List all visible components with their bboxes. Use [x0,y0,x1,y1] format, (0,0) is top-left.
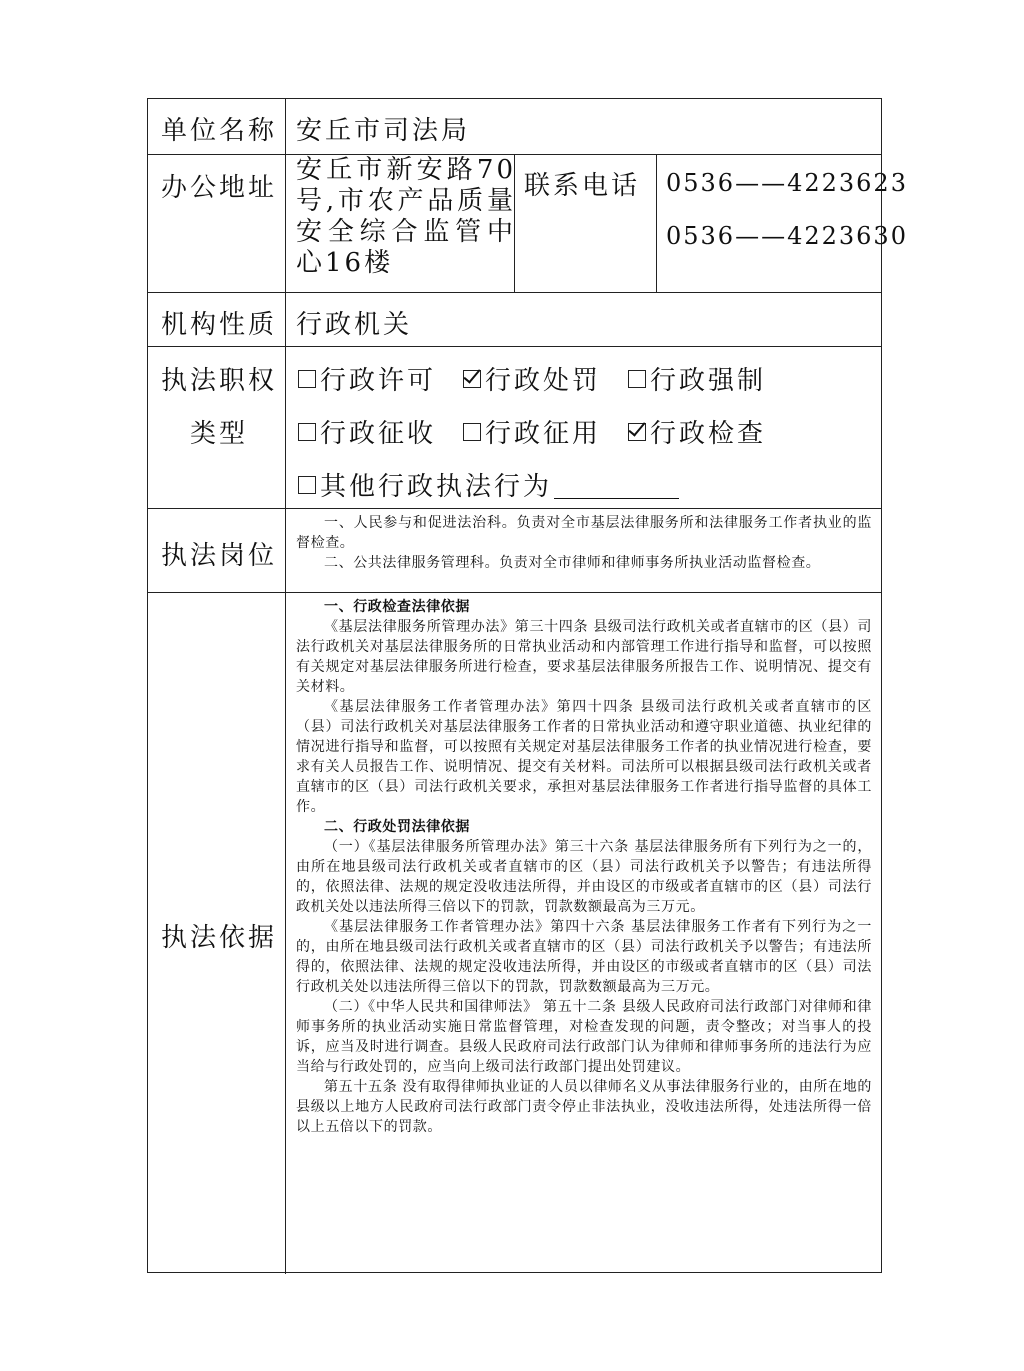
checkbox-enforcement [628,370,646,388]
basis-paragraph: 《基层法律服务工作者管理办法》第四十六条 基层法律服务工作者有下列行为之一的，由所在地县级司法行政机关或者直辖市的区（县）司法行政机关予以警告；有违法所得的，依照法律、法规的规定没收违法所得，并由设区的市级或者直辖市的区（县）司法行政机关处以违法所得三倍以下的罚款，罚款数额最高为三万元。 [296,919,872,995]
option-inspection-label: 行政检查 [650,419,767,449]
address-label: 办公地址 [161,173,278,203]
nature-value: 行政机关 [296,310,413,340]
checkbox-levy [298,423,316,441]
checkbox-permit [298,370,316,388]
row-divider [148,592,881,593]
option-other-label: 其他行政执法行为 [320,472,553,502]
nature-label: 机构性质 [161,310,278,340]
option-inspection [628,413,766,450]
column-divider [656,154,657,292]
phone-number-1: 0536——4223623 [666,169,908,197]
phone-label: 联系电话 [524,171,641,201]
info-table [147,98,908,1273]
basis-heading: 一、行政检查法律依据 [324,599,470,615]
row-divider [148,508,881,509]
option-levy-label: 行政征收 [320,419,437,449]
option-penalty [463,360,601,397]
row-divider [148,292,881,293]
checked-checkbox-penalty [463,370,481,388]
post-item: 二、公共法律服务管理科。负责对全市律师和律师事务所执业活动监督检查。 [324,555,821,571]
basis-paragraph: （二）《中华人民共和国律师法》 第五十二条 县级人民政府司法行政部门对律师和律师事务所的执业活动实施日常监督管理，对检查发现的问题，责令整改；对当事人的投诉，应当及时进行调查。县级人民政府司法行政部门认为律师和律师事务所的违法行为应当给与行政处罚的，应当向上级司法行政部门提出处罚建议。 [296,999,872,1075]
posts-content [296,513,872,573]
option-other [298,466,679,503]
option-permit [298,360,436,397]
types-label-line1: 执法职权 [161,366,278,396]
column-divider [285,99,286,1274]
checkbox-other [298,476,316,494]
option-enforcement [628,360,766,397]
types-label-line2: 类型 [190,419,249,449]
option-requisition-label: 行政征用 [485,419,602,449]
checkbox-requisition [463,423,481,441]
fill-in-blank [554,474,679,499]
posts-label: 执法岗位 [161,541,278,571]
option-enforcement-label: 行政强制 [650,366,767,396]
phone-number-2: 0536——4223630 [666,222,908,250]
address-value: 安丘市新安路70号,市农产品质量安全综合监管中心16楼 [296,155,516,278]
basis-paragraph: 《基层法律服务所管理办法》第三十四条 县级司法行政机关或者直辖市的区（县）司法行政机关对基层法律服务所的日常执业活动和内部管理工作进行指导和监督，可以按照有关规定对基层法律服务所进行检查，要求基层法律服务所报告工作、说明情况、提交有关材料。 [296,619,872,695]
row-divider [148,346,881,347]
basis-paragraph: （一）《基层法律服务所管理办法》第三十六条 基层法律服务所有下列行为之一的，由所在地县级司法行政机关或者直辖市的区（县）司法行政机关予以警告；有违法所得的，依照法律、法规的规定没收违法所得，并由设区的市级或者直辖市的区（县）司法行政机关处以违法所得三倍以下的罚款，罚款数额最高为三万元。 [296,839,872,915]
unit-name-label: 单位名称 [161,116,278,146]
option-permit-label: 行政许可 [320,366,437,396]
basis-content [296,597,872,1137]
basis-paragraph: 第五十五条 没有取得律师执业证的人员以律师名义从事法律服务行业的，由所在地的县级以上地方人民政府司法行政部门责令停止非法执业，没收违法所得，处违法所得一倍以上五倍以下的罚款。 [296,1079,872,1135]
option-requisition [463,413,601,450]
basis-label: 执法依据 [161,923,278,953]
option-penalty-label: 行政处罚 [485,366,602,396]
unit-name-value: 安丘市司法局 [296,116,471,146]
post-item: 一、人民参与和促进法治科。负责对全市基层法律服务所和法律服务工作者执业的监督检查。 [296,515,872,551]
checked-checkbox-inspection [628,423,646,441]
basis-paragraph: 《基层法律服务工作者管理办法》第四十四条 县级司法行政机关或者直辖市的区（县）司法行政机关对基层法律服务工作者的日常执业活动和遵守职业道德、执业纪律的情况进行指导和监督，可以按照有关规定对基层法律服务工作者的执业情况进行检查，要求有关人员报告工作、说明情况、提交有关材料。司法所可以根据县级司法行政机关或者直辖市的区（县）司法行政机关要求，承担对基层法律服务工作者进行指导监督的具体工作。 [296,699,872,815]
option-levy [298,413,436,450]
basis-heading: 二、行政处罚法律依据 [324,819,470,835]
